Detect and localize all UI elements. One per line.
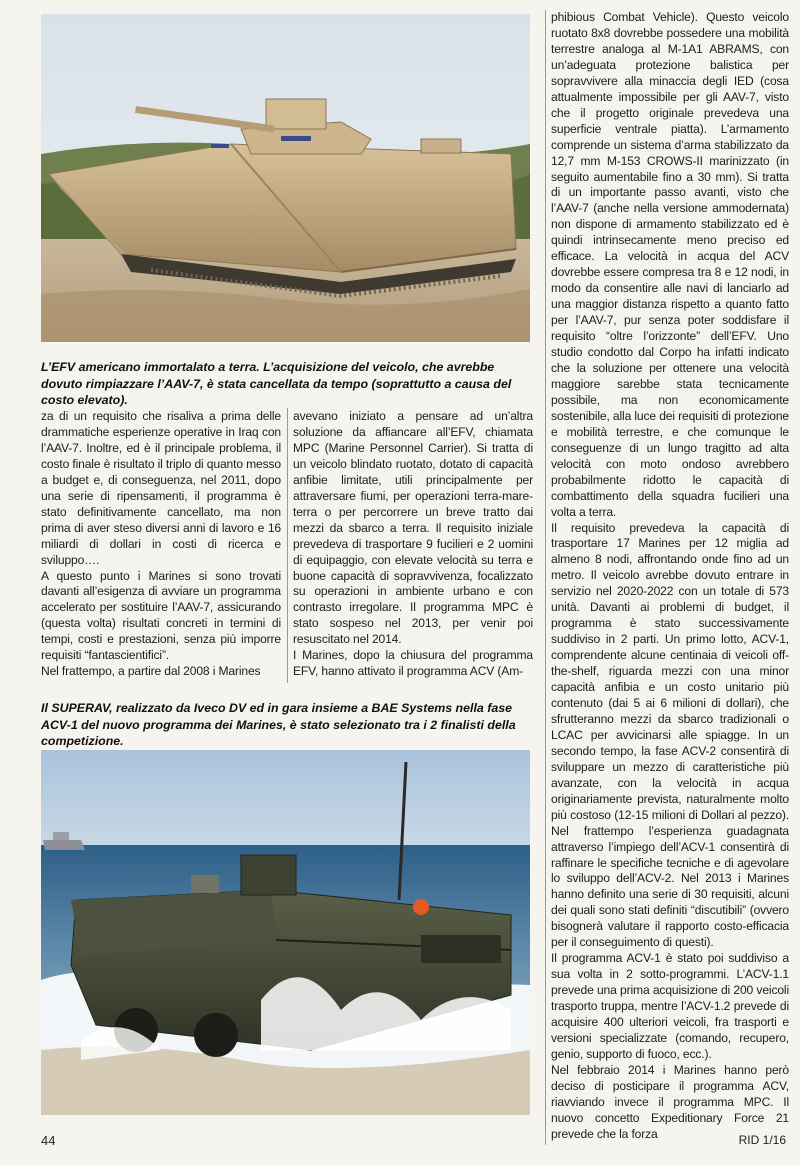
paragraph: Nel febbraio 2014 i Marines hanno però deciso di posticipare il programma ACV, riavviando invece il programma MPC. Il nuovo concetto Expeditionary Force 21 prevede che la forza (551, 1062, 789, 1141)
paragraph: A questo punto i Marines si sono trovati davanti all’esigenza di avviare un programma accelerato per sostituire l’AAV-7, assicurando (questa volta) risultati concreti in termini di tempi, costi e prestazioni, senza più imporre requisiti “fantascientifici”. (41, 568, 281, 663)
article-column-3 (551, 10, 789, 1143)
efv-photo (41, 14, 530, 342)
superav-photo-caption: Il SUPERAV, realizzato da Iveco DV ed in gara insieme a BAE Systems nella fase ACV-1 del nuovo programma dei Marines, è stato selezionato tra i 2 finalisti della competizione. (41, 701, 516, 748)
superav-photo (41, 750, 530, 1115)
paragraph: Nel frattempo, a partire dal 2008 i Marines (41, 664, 261, 679)
superav-amphibious-vehicle-photo (41, 750, 530, 1115)
paragraph: phibious Combat Vehicle). Questo veicolo ruotato 8x8 dovrebbe possedere una mobilità terrestre analoga al M-1A1 ABRAMS, con un’adeguata protezione balistica per sopravvivere alla minaccia degli IED (cosa attualmente impossibile per gli AAV-7, visto che il progetto originale prevedeva una superficie ventrale piatta). L’armamento comprende un sistema d’arma stabilizzato da 12,7 mm M-153 CROWS-II marinizzato (in seguito aumentabile fino a 30 mm). Si tratta di un importante passo avanti, visto che l’AAV-7 (anche nella versione ammodernata) non dispone di armamento stabilizzato ed è quindi intrinsecamente meno preciso ed efficace. La velocità in acqua del ACV dovrebbe essere compresa tra 8 e 12 nodi, in modo da consentire alle navi di lanciarlo ad una maggior distanza rispetto a quanto fatto per l’AAV-7, pur senza poter soddisfare il requisito “oltre l’orizzonte” dell’EFV. Uno studio condotto dal Corpo ha infatti indicato che la soluzione per ottenere una velocità maggiore sarebbe stata tecnicamente possibile, ma non economicamente sostenibile, alla luce dei requisiti di protezione e mobilità terrestre, e che comunque le conseguenze di un lungo tragitto ad alta velocità con moto ondoso avrebbero probabilmente ridotto le capacità di combattimento della squadra fucilieri una volta a terra. (551, 10, 789, 519)
article-column-2 (293, 409, 533, 680)
paragraph: I Marines, dopo la chiusura del programma EFV, hanno attivato il programma ACV (Am- (293, 648, 533, 679)
paragraph: avevano iniziato a pensare ad un’altra soluzione da affiancare all’EFV, chiamata MPC (Marine Personnel Carrier). Si tratta di un veicolo blindato ruotato, dotato di capacità anfibie limitate, utili principalmente per attraversare fiumi, per operazioni terra-mare-terra o per percorrere un breve tratto dai mezzi da sbarco a terra. Il requisito iniziale prevedeva di trasportare 9 fucilieri e 2 uomini di equipaggio, con elevate velocità su terra e buone capacità di sopravvivenza, focalizzato su operazioni in ambiente urbano e con contrasto irregolare. Il programma MPC è stato sospeso nel 2013, per venir poi resuscitato nel 2014. (293, 409, 533, 647)
paragraph: za di un requisito che risaliva a prima delle drammatiche esperienze operative in Iraq con l’AAV-7. Inoltre, ed è il principale problema, il costo finale è risultato il triplo di quanto messo a budget e, di conseguenza, nel 2011, dopo una serie di ripensamenti, il programma è stato definitivamente cancellato, ma non prima di aver steso diversi anni di lavoro e 16 miliardi di dollari in costi di ricerca e sviluppo…. (41, 409, 281, 567)
paragraph: Il programma ACV-1 è stato poi suddiviso a sua volta in 2 sotto-programmi. L’ACV-1.1 prevede una prima acquisizione di 200 veicoli trasporto truppa, mentre l’ACV-1.2 prevede di acquisire 400 ulteriori veicoli, fra trasporti e versioni specializzate (comando, recupero, genio, supporto di fuoco, ecc.). (551, 951, 789, 1061)
efv-tank-on-land-photo (41, 14, 530, 342)
paragraph: Il requisito prevedeva la capacità di trasportare 17 Marines per 12 miglia ad almeno 8 nodi, affrontando onde fino ad un metro. Il veicolo avrebbe dovuto entrare in servizio nel 2020-2022 con un totale di 573 unità. Davanti ai problemi di budget, il programma è stato successivamente suddiviso in 2 parti. Un primo lotto, ACV-1, comprendente alcune centinaia di veicoli off-the-shelf, riguarda mezzi con una minor capacità anfibia e un costo unitario più contenuto (dai 5 ai 6 milioni di dollari), che sfrutteranno mezzi da sbarco tradizionali o LCAC per avvicinarsi alle spiagge. In un secondo tempo, la fase ACV-2 consentirà di sviluppare un mezzo di caratteristiche più avanzate, con la velocità in acqua originariamente prevista, naturalmente molto più costoso (12-15 milioni di Dollari al pezzo). Nel frattempo l’esperienza guadagnata attraverso l’impiego dell’ACV-1 consentirà di raffinare le specifiche tecniche e di agevolare lo sviluppo dell’ACV-2. Nel 2013 i Marines hanno definito una serie di 30 requisiti, alcuni dei quali sono stati definiti “discutibili” (ovvero bisognerà valutare il rapporto costo-efficacia per il conseguimento di questi). (551, 520, 789, 950)
magazine-reference: RID 1/16 (738, 1133, 786, 1147)
article-column-1 (41, 409, 281, 680)
column-divider (287, 408, 288, 683)
page-number: 44 (41, 1133, 56, 1148)
column-divider (545, 10, 546, 1145)
efv-photo-caption: L’EFV americano immortalato a terra. L’acquisizione del veicolo, che avrebbe dovuto rimpiazzare l’AAV-7, è stata cancellata da tempo (soprattutto a causa del costo elevato). (41, 360, 512, 407)
